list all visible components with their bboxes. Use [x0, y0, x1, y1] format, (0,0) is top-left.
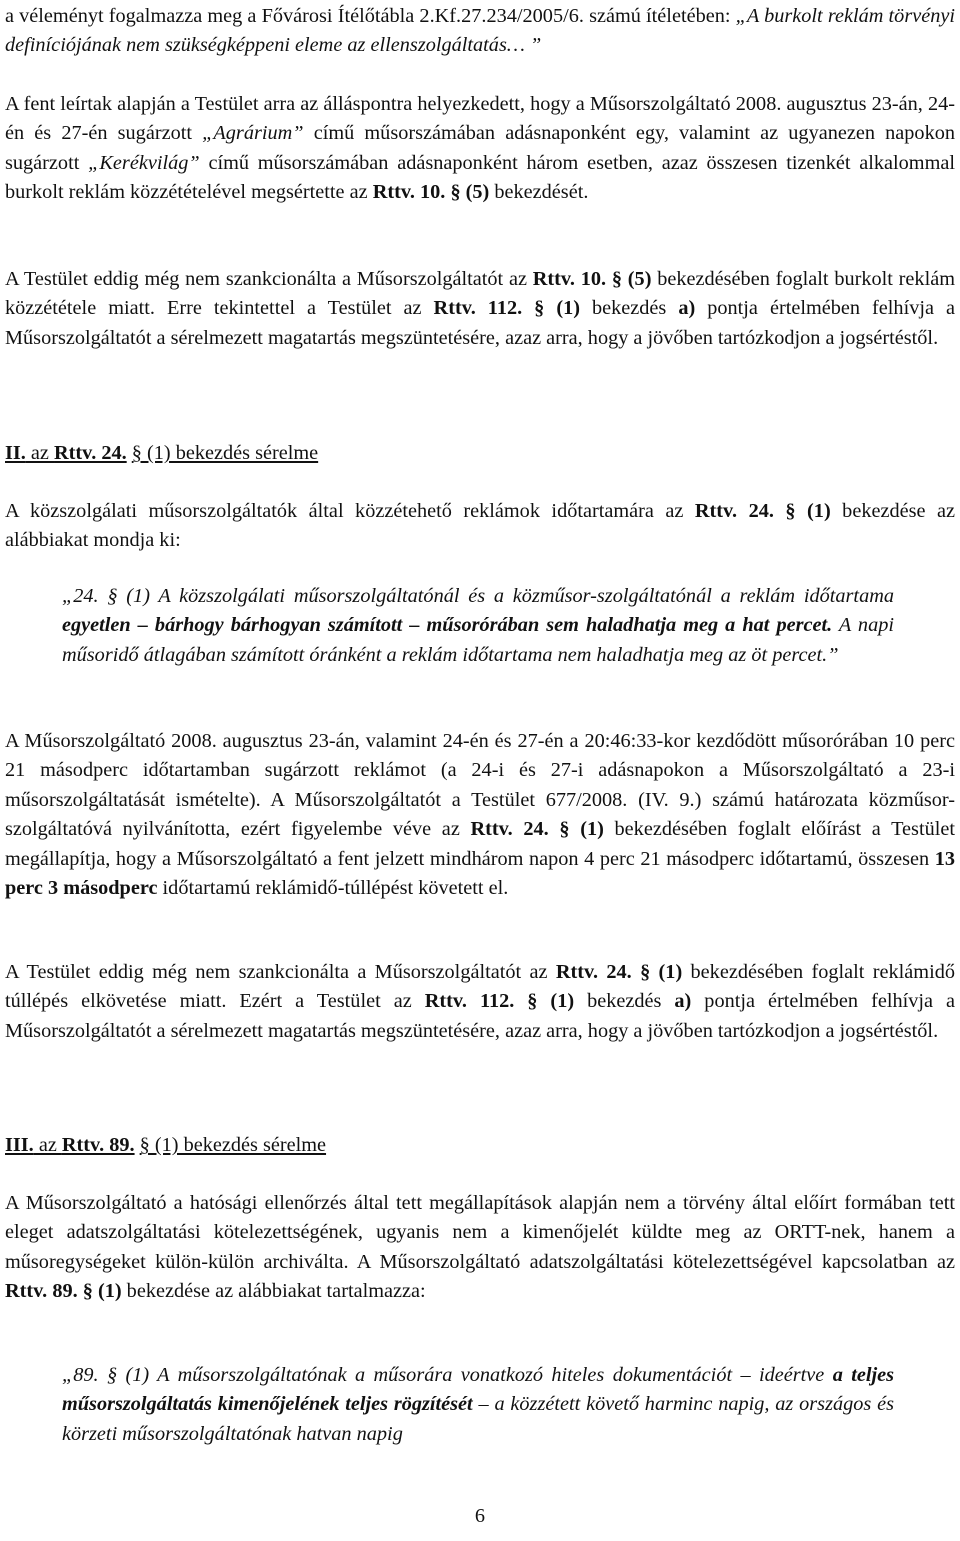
- text-run: „89. § (1) A műsorszolgáltatónak a műsorára vonatkozó hiteles dokumentációt – ideértve: [62, 1364, 833, 1386]
- paragraph-sanction-1: [5, 265, 955, 353]
- text-run: bekezdését.: [489, 181, 589, 204]
- paragraph-ad-time-facts: [5, 727, 955, 903]
- text-run: A Testület eddig még nem szankcionálta a Műsorszolgáltatót az: [5, 268, 533, 290]
- text-run: az: [25, 442, 55, 464]
- law-reference: Rttv. 24.: [54, 442, 127, 464]
- total-overrun: 13 perc 3 másodperc: [5, 847, 955, 900]
- text-run: az: [33, 1134, 62, 1156]
- page-number: 6: [474, 1505, 486, 1527]
- bold-italic-run: a teljes műsorszolgáltatás kimenőjelének teljes rögzítését: [62, 1364, 895, 1416]
- paragraph-conclusion-1: [5, 90, 955, 208]
- program-title-kerekvilag: „Kerékvilág”: [88, 151, 200, 174]
- text-run: bekezdésében foglalt előírást a Testület megállapítja, hogy a Műsorszolgáltató a fent jelzett mindhárom napon 4 perc 21 másodperc időtartamú, összesen: [5, 818, 955, 870]
- text-run: A Műsorszolgáltató 2008. augusztus 23-án, valamint 24-én és 27-én a 20:46:33-kor kezdődött műsorórában 10 perc 21 másodperc időtartamban sugárzott reklámot (a 24-i és 27-i adásnapokon a Műsorszolgáltató a 23-i műsorszolgáltatását ismételte). A Műsorszolgáltatót a Testület 677/2008. (IV. 9.) számú határozata közműsor-szolgáltatóvá nyilvánította, ezért figyelembe véve az: [5, 730, 955, 841]
- law-reference: Rttv. 24. § (1): [694, 500, 831, 522]
- text-run: bekezdés: [574, 990, 675, 1013]
- bold-italic-run: egyetlen – bárhogy bárhogyan számított – műsorórában sem haladhatja meg a hat percet.: [62, 614, 833, 637]
- law-reference: Rttv. 10. § (5): [372, 181, 490, 204]
- text-run: a véleményt fogalmazza meg a Fővárosi Ítélőtábla 2.Kf.27.234/2005/6. számú ítéletében:: [5, 5, 736, 27]
- law-reference: Rttv. 24. § (1): [470, 818, 604, 841]
- law-reference: Rttv. 24. § (1): [555, 961, 683, 983]
- text-run: A napi műsoridő átlagában számított óránként a reklám időtartama nem haladhatja meg az öt percet.”: [62, 614, 894, 666]
- text-run: § (1) bekezdés sérelme: [139, 1134, 327, 1156]
- law-quote-89: [62, 1361, 894, 1449]
- text-run: bekezdésében foglalt burkolt reklám közzététele miatt. Erre tekintettel a Testület az: [5, 268, 955, 320]
- program-title-agrarium: „Agrárium”: [202, 122, 304, 145]
- text-run: időtartamú reklámidő-túllépést követett el.: [157, 877, 509, 900]
- text-run: A Műsorszolgáltató a hatósági ellenőrzés által tett megállapítások alapján nem a törvény által előírt formában tett eleget adatszolgáltatási kötelezettségének, ugyanis nem a kimenőjelét küldte meg az ORTT-nek, hanem a műsoregységeket külön-külön archiválta. A Műsorszolgáltató adatszolgáltatási kötelezettségével kapcsolatban az: [5, 1192, 955, 1273]
- text-run: című műsorszámában adásnaponként három esetben, azaz összesen tizenkét alkalommal burkolt reklám közzétételével megsértette az: [5, 151, 955, 204]
- law-reference: Rttv. 112. § (1): [433, 297, 580, 320]
- text-run: bekezdése az alábbiakat tartalmazza:: [121, 1280, 426, 1303]
- law-reference: Rttv. 112. § (1): [424, 990, 575, 1013]
- section-number: II.: [5, 442, 26, 464]
- text-run: § (1) bekezdés sérelme: [131, 442, 319, 464]
- text-run: bekezdésében foglalt reklámidő túllépés elkövetése miatt. Ezért a Testület az: [5, 961, 955, 1013]
- paragraph-sanction-2: [5, 958, 955, 1046]
- law-reference: Rttv. 89.: [61, 1134, 135, 1156]
- law-reference: Rttv. 89. § (1): [5, 1280, 122, 1303]
- text-run: – a közzétett követő harminc napig, az országos és körzeti műsorszolgáltatónak hatvan napig: [62, 1393, 894, 1445]
- text-run: A közszolgálati műsorszolgáltatók által közzétehető reklámok időtartamára az: [5, 500, 695, 522]
- section-heading-iii: [5, 1131, 326, 1160]
- law-reference: Rttv. 10. § (5): [532, 268, 652, 290]
- section-heading-ii: [5, 439, 318, 468]
- text-run: pontja értelmében felhívja a Műsorszolgáltatót a sérelmezett magatartás megszüntetésére, azaz arra, hogy a jövőben tartózkodjon a jogsértéstől.: [5, 990, 956, 1042]
- section-number: III.: [5, 1134, 34, 1156]
- text-run: bekezdés: [579, 297, 679, 320]
- text-run: A Testület eddig még nem szankcionálta a Műsorszolgáltatót az: [5, 961, 556, 983]
- paragraph-data-service: [5, 1189, 955, 1307]
- text-run: A fent leírtak alapján a Testület arra az álláspontra helyezkedett, hogy a Műsorszolgáltató 2008. augusztus 23-án, 24-én és 27-én sugárzott: [5, 93, 955, 145]
- text-run: „24. § (1) A közszolgálati műsorszolgáltatónál és a közműsor-szolgáltatónál a reklám időtartama: [62, 585, 894, 607]
- law-reference: a): [674, 990, 692, 1013]
- text-run: pontja értelmében felhívja a Műsorszolgáltatót a sérelmezett magatartás megszüntetésére, azaz arra, hogy a jövőben tartózkodjon a jogsértéstől.: [5, 297, 955, 349]
- text-run: című műsorszámában adásnaponként egy, valamint az ugyanezen napokon sugárzott: [5, 122, 955, 174]
- paragraph-court-quote: [5, 2, 955, 61]
- italic-quote: „A burkolt reklám törvényi definíciójának nem szükségképpeni eleme az ellenszolgáltatás… ”: [5, 5, 955, 57]
- law-quote-24: [62, 582, 894, 670]
- paragraph-law-intro-24: [5, 497, 955, 556]
- text-run: bekezdése az alábbiakat mondja ki:: [5, 500, 955, 552]
- law-reference: a): [678, 297, 696, 320]
